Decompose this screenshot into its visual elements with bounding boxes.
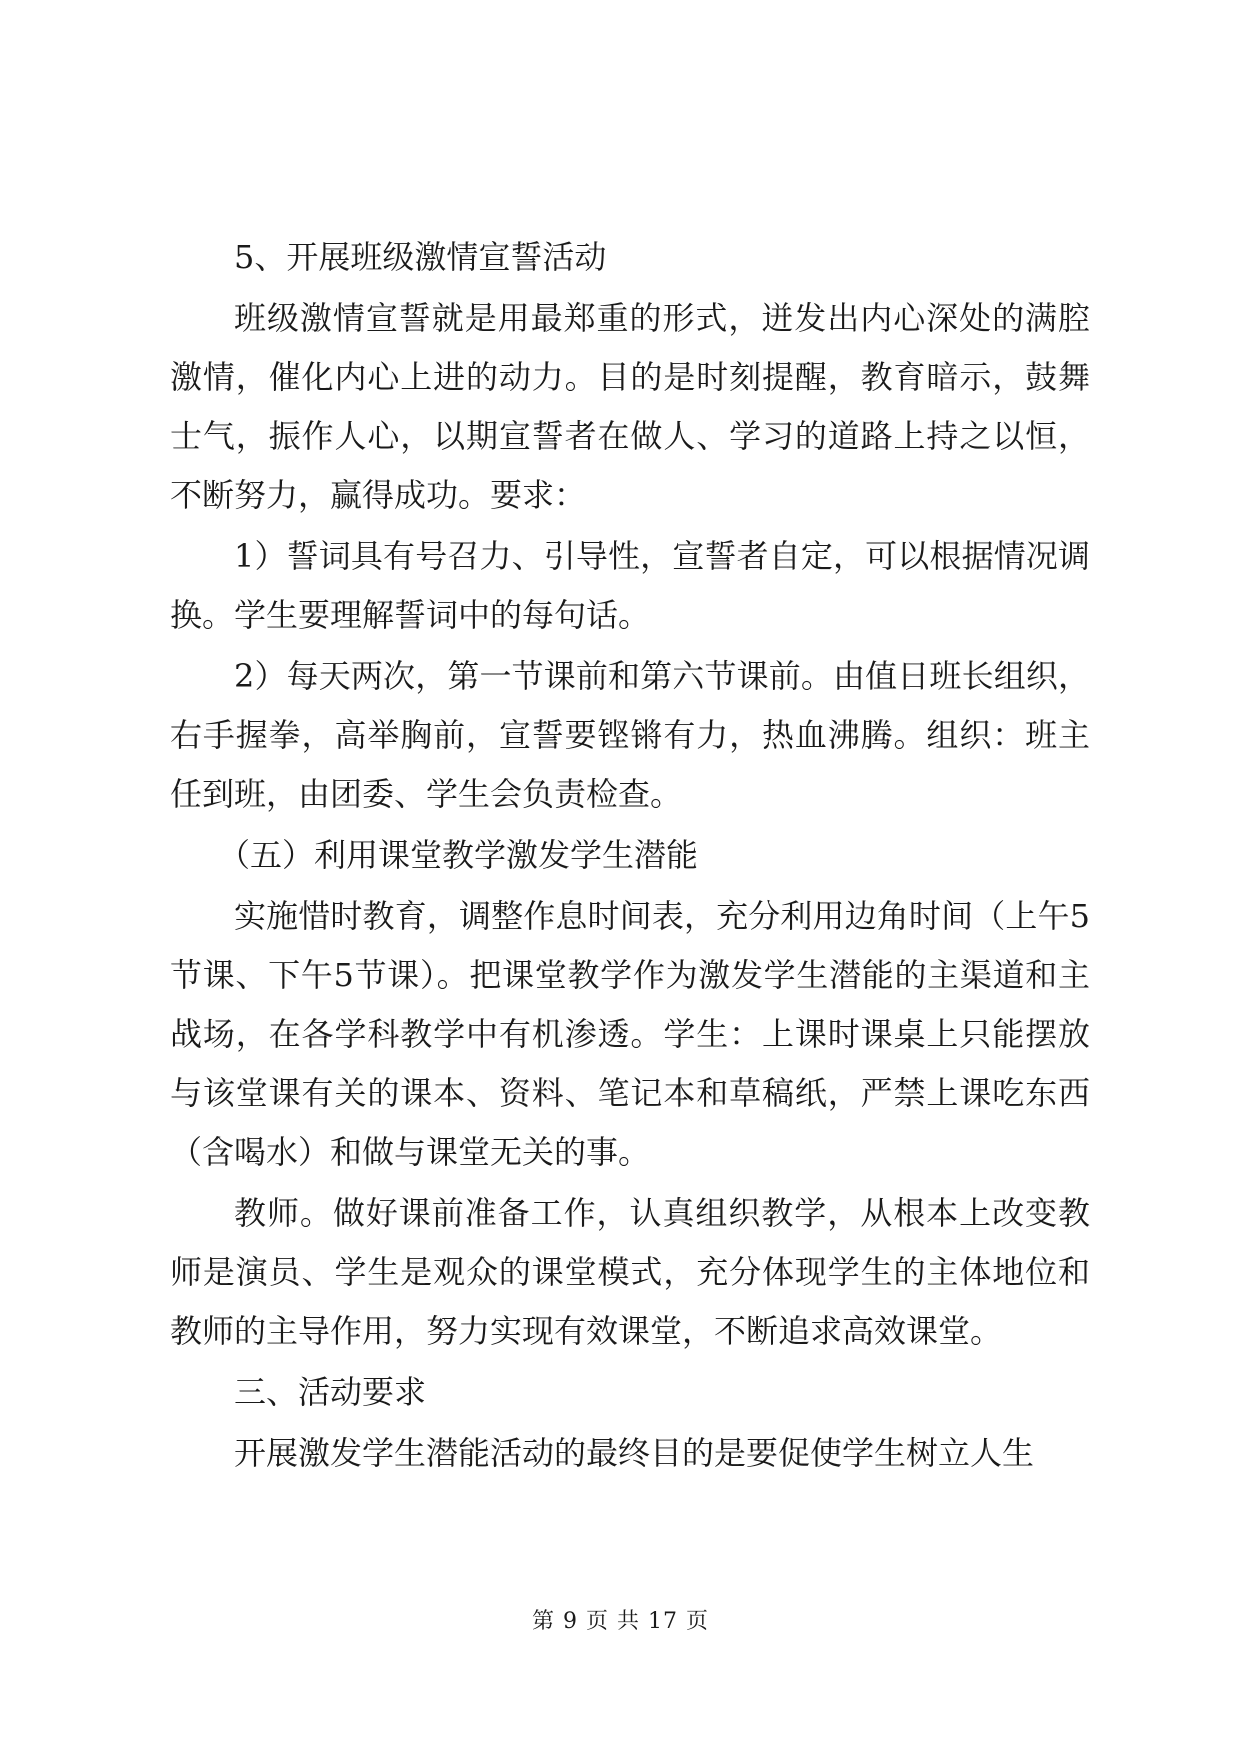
paragraph: 教师。做好课前准备工作，认真组织教学，从根本上改变教师是演员、学生是观众的课堂模式，充分体现学生的主体地位和教师的主导作用，努力实现有效课堂，不断追求高效课堂。 [170, 1194, 1090, 1350]
document-body [170, 228, 1090, 1485]
paragraph: 1）誓词具有号召力、引导性，宣誓者自定，可以根据情况调换。学生要理解誓词中的每句话。 [170, 537, 1090, 634]
page-number-footer: 第 9 页 共 17 页 [532, 1609, 709, 1634]
paragraph: 开展激发学生潜能活动的最终目的是要促使学生树立人生 [234, 1434, 1035, 1472]
section-heading: （五）利用课堂教学激发学生潜能 [218, 836, 699, 874]
paragraph: 班级激情宣誓就是用最郑重的形式，迸发出内心深处的满腔激情，催化内心上进的动力。目的是时刻提醒，教育暗示，鼓舞士气，振作人心，以期宣誓者在做人、学习的道路上持之以恒，不断努力，赢得成功。要求： [170, 299, 1090, 514]
section-heading: 三、活动要求 [234, 1373, 427, 1411]
paragraph: 实施惜时教育，调整作息时间表，充分利用边角时间（上午5节课、下午5节课）。把课堂教学作为激发学生潜能的主渠道和主战场，在各学科教学中有机渗透。学生：上课时课桌上只能摆放与该堂课有关的课本、资料、笔记本和草稿纸，严禁上课吃东西（含喝水）和做与课堂无关的事。 [170, 897, 1090, 1171]
paragraph: 2）每天两次，第一节课前和第六节课前。由值日班长组织，右手握拳，高举胸前，宣誓要铿锵有力，热血沸腾。组织：班主任到班，由团委、学生会负责检查。 [170, 657, 1090, 813]
section-heading: 5、开展班级激情宣誓活动 [234, 238, 607, 276]
